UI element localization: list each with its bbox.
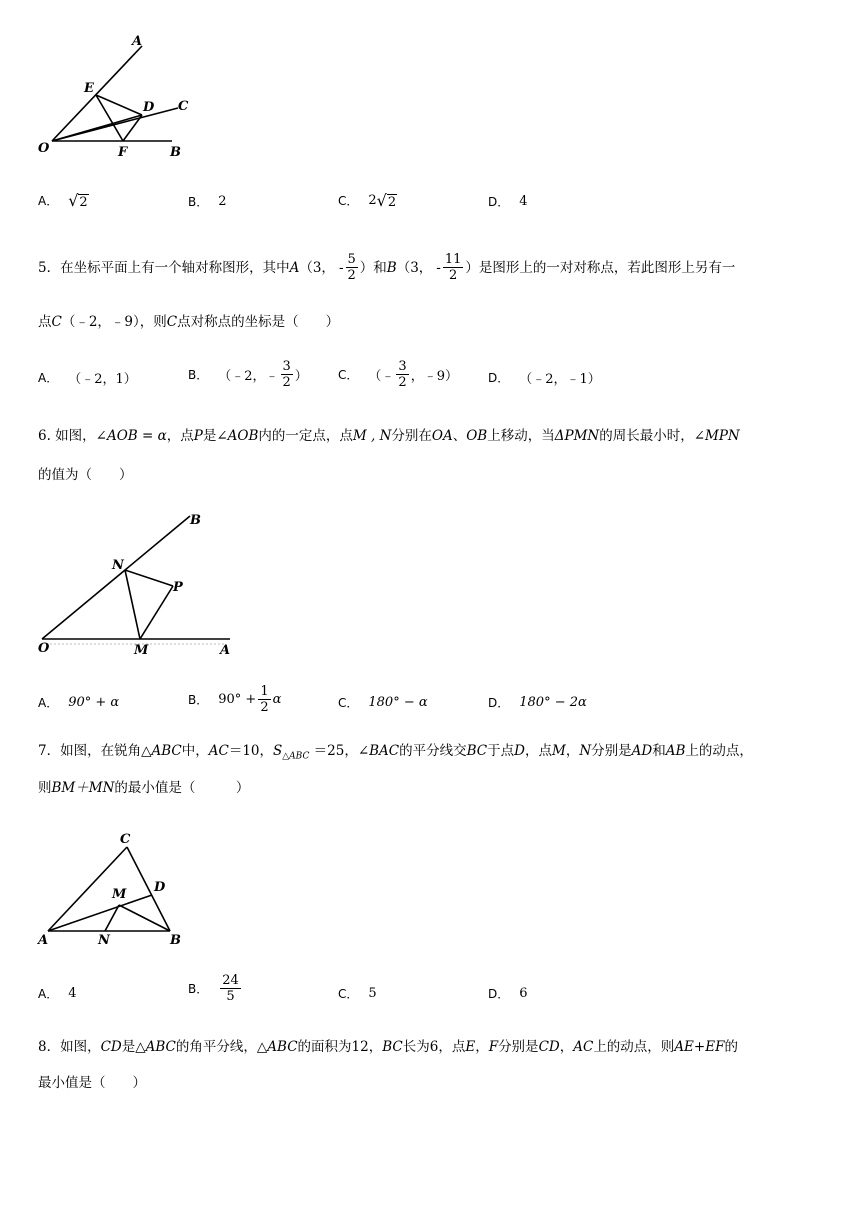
fig4-label-f: F: [118, 145, 128, 160]
sqrt-symbol: √ 2: [376, 191, 397, 210]
fraction: $\frac{11}{2}$: [444, 252, 462, 283]
question-8-line-1: 8．如图，CD是△ABC的角平分线，△ABC的面积为12，BC长为6，点E，F分别是CD，AC上的动点，则AE+EF的: [38, 1039, 738, 1055]
fig7-label-a: A: [38, 933, 49, 948]
figure-q6: [30, 506, 245, 661]
q6-option-a[interactable]: A． 90° + α: [38, 695, 120, 710]
fig4-label-a: A: [132, 34, 143, 49]
fig7-label-d: D: [154, 880, 166, 895]
q5-option-a[interactable]: A． （﹣2，1）: [38, 371, 137, 387]
question-6-line-2: 的值为（ ）: [38, 467, 133, 483]
fig6-label-b: B: [190, 513, 201, 528]
fig6-label-n: N: [112, 558, 124, 573]
fig7-label-n: N: [98, 933, 110, 948]
q7-option-d[interactable]: D． 6: [488, 986, 528, 1001]
fig7-label-m: M: [112, 887, 127, 902]
q5-option-c[interactable]: C． （﹣ $\frac{3}{2}$ ，﹣9）: [338, 359, 458, 390]
q4-option-b[interactable]: B． 2: [188, 194, 227, 209]
fig4-label-o: O: [38, 141, 50, 156]
fig4-label-c: C: [178, 99, 189, 114]
question-6-line-1: 6. 如图，∠AOB = α，点P是∠AOB内的一定点，点M , N分别在OA、OB上移动，当ΔPMN的周长最小时，∠MPN: [38, 428, 740, 444]
q6-option-c[interactable]: C． 180° − α: [338, 695, 428, 710]
q5-option-b[interactable]: B． （﹣2，﹣ $\frac{3}{2}$ ）: [188, 359, 308, 390]
fraction: $\frac{24}{5}$: [222, 973, 239, 1004]
fig7-label-b: B: [170, 933, 181, 948]
q7-option-c[interactable]: C． 5: [338, 986, 377, 1001]
question-7-line-2: 则BM＋MN的最小值是（ ）: [38, 780, 250, 796]
fig7-label-c: C: [120, 832, 131, 847]
fig6-label-p: P: [173, 580, 183, 595]
sqrt-symbol: √ 2: [68, 191, 88, 210]
question-5-line-1: 5．在坐标平面上有一个轴对称图形，其中 A （3， - $\frac{5}{2}$ ）和 B （3， - $\frac{11}{2}$ ）是图形上的一对对称点，若此图形上另有一: [38, 252, 736, 283]
fraction: $\frac{1}{2}$: [260, 684, 269, 715]
q6-option-b[interactable]: B． 90° + $\frac{1}{2}$ α: [188, 684, 282, 715]
fig4-label-d: D: [143, 100, 155, 115]
q6-option-d[interactable]: D． 180° − 2α: [488, 695, 587, 710]
q5-option-d[interactable]: D． （﹣2，﹣1）: [488, 371, 601, 387]
q7-option-b[interactable]: B． $\frac{24}{5}$: [188, 973, 239, 1004]
fraction: $\frac{3}{2}$: [282, 359, 291, 390]
figure-q4: [30, 28, 200, 163]
fraction: $\frac{3}{2}$: [398, 359, 407, 390]
q4-option-a[interactable]: A． √ 2: [38, 191, 88, 210]
fig4-label-b: B: [170, 145, 181, 160]
question-8-line-2: 最小值是（ ）: [38, 1075, 146, 1091]
question-7-line-1: 7．如图，在锐角△ABC中，AC＝10，$S_{\triangle ABC} =25$，∠BAC的平分线交BC于点D，点M，N分别是AD和AB上的动点，: [38, 743, 753, 762]
question-5-line-2: 点C（﹣2，﹣9），则C点对称点的坐标是（ ）: [38, 314, 340, 330]
q4-option-c[interactable]: C． 2 √ 2: [338, 191, 397, 210]
fig4-label-e: E: [84, 81, 94, 96]
fig6-label-m: M: [134, 643, 149, 658]
figure-q7: [30, 824, 190, 950]
fig6-label-o: O: [38, 641, 50, 656]
q7-option-a[interactable]: A． 4: [38, 986, 77, 1001]
q4-option-d[interactable]: D． 4: [488, 194, 528, 209]
fig6-label-a: A: [220, 643, 231, 658]
fraction: $\frac{5}{2}$: [347, 252, 356, 283]
